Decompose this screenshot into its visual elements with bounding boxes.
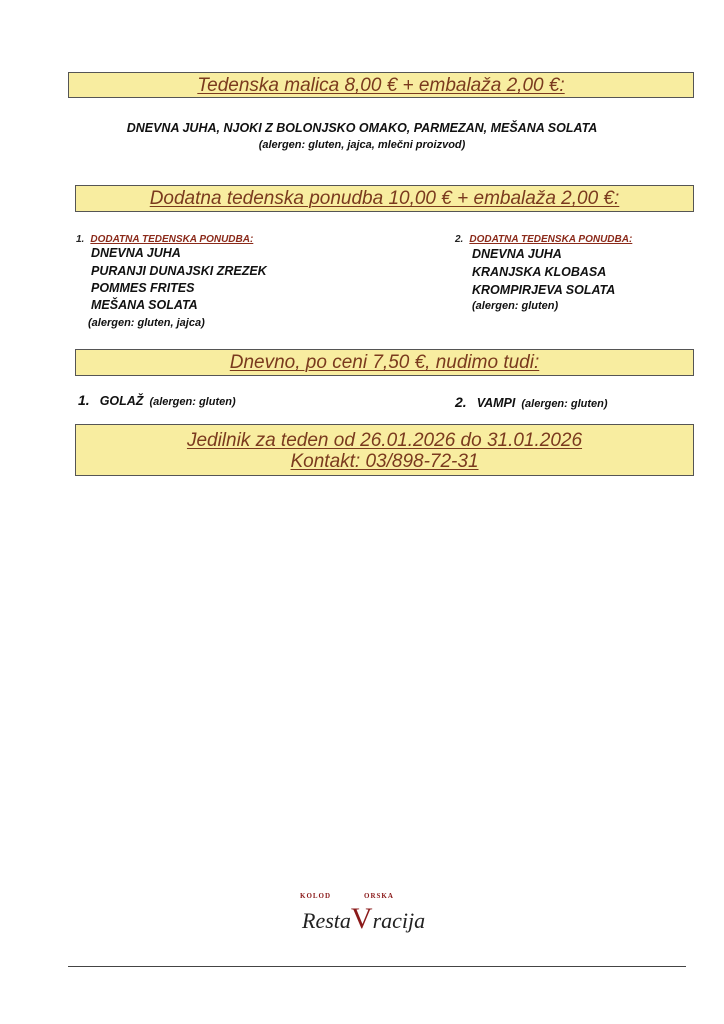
daily-item-1-allergens: (alergen: gluten) [149, 396, 236, 408]
offer-2-number: 2. [455, 234, 464, 245]
daily-item-2 [455, 394, 608, 410]
week-info-box [75, 424, 694, 476]
offer-1-allergens: (alergen: gluten, jajca) [88, 317, 205, 329]
offer-2-label: DODATNA TEDENSKA PONUDBA: [469, 234, 633, 245]
daily-item-2-allergens: (alergen: gluten) [521, 398, 608, 410]
logo-top-right: ORSKA [364, 892, 394, 900]
logo-top-left: KOLOD [300, 892, 332, 900]
offer-1-label: DODATNA TEDENSKA PONUDBA: [90, 234, 254, 245]
offer-2-header [455, 234, 632, 245]
additional-offer-title: Dodatna tedenska ponudba 10,00 € + embalaža 2,00 €: [75, 185, 694, 212]
daily-item-1-name: GOLAŽ [99, 394, 144, 408]
offer-1-item: DNEVNA JUHA [91, 246, 181, 260]
logo-main-v: V [350, 902, 373, 935]
daily-item-1 [78, 392, 236, 408]
offer-1-item: POMMES FRITES [91, 281, 195, 295]
contact-phone: Kontakt: 03/898-72-31 [290, 451, 479, 472]
offer-1-item: MEŠANA SOLATA [91, 298, 198, 312]
offer-1-header [76, 234, 253, 245]
logo-wordmark [302, 902, 425, 936]
offer-1-number: 1. [76, 234, 85, 245]
logo-main-right: racija [372, 908, 426, 933]
daily-title: Dnevno, po ceni 7,50 €, nudimo tudi: [75, 349, 694, 376]
restaurant-logo [300, 888, 440, 934]
weekly-lunch-title: Tedenska malica 8,00 € + embalaža 2,00 €: [68, 72, 694, 98]
logo-main-left: Resta [302, 908, 351, 933]
offer-1-item: PURANJI DUNAJSKI ZREZEK [91, 264, 267, 278]
weekly-lunch-allergens: (alergen: gluten, jajca, mlečni proizvod) [258, 139, 466, 151]
weekly-lunch-dishes: DNEVNA JUHA, NJOKI Z BOLONJSKO OMAKO, PARMEZAN, MEŠANA SOLATA [126, 121, 598, 135]
week-range: Jedilnik za teden od 26.01.2026 do 31.01.2026 [186, 430, 583, 451]
offer-2-item: KRANJSKA KLOBASA [472, 265, 607, 279]
daily-item-2-number: 2. [455, 394, 467, 410]
offer-2-item: KROMPIRJEVA SOLATA [472, 283, 616, 297]
daily-item-2-name: VAMPI [476, 396, 516, 410]
offer-2-allergens: (alergen: gluten) [472, 300, 559, 312]
daily-item-1-number: 1. [78, 392, 90, 408]
offer-2-item: DNEVNA JUHA [472, 247, 562, 261]
footer-divider [68, 966, 686, 967]
